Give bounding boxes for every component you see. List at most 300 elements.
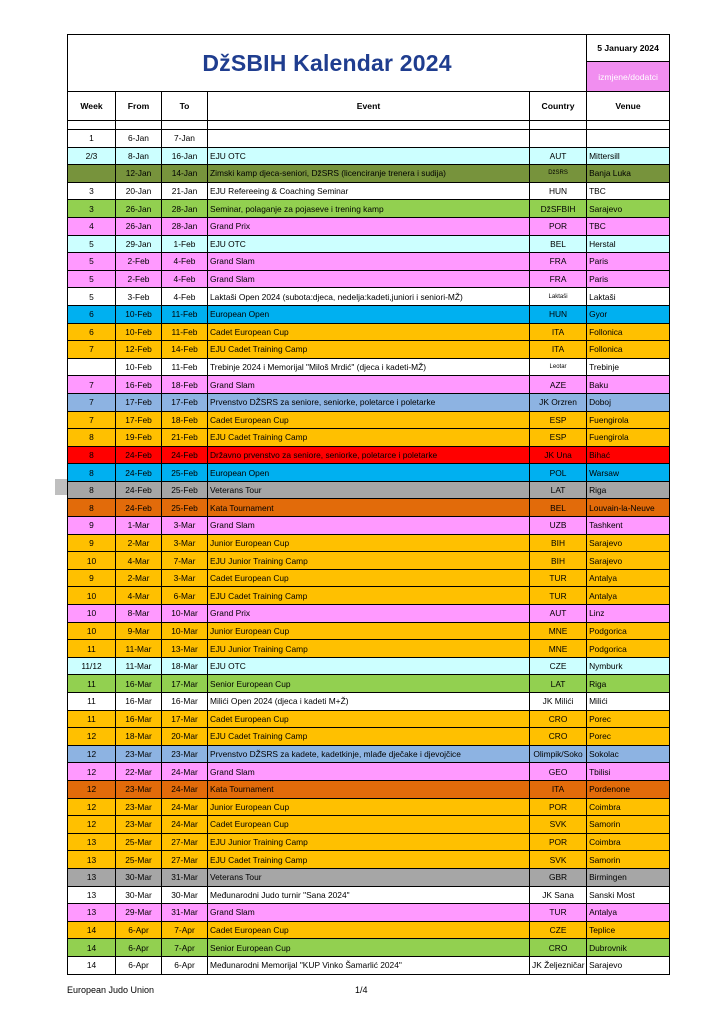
- event-row: [68, 605, 670, 623]
- to-cell: 24-Mar: [162, 763, 208, 781]
- event-cell: Cadet European Cup: [208, 569, 530, 587]
- from-cell: 24-Feb: [116, 446, 162, 464]
- country-cell: ITA: [530, 780, 587, 798]
- country-cell: ITA: [530, 323, 587, 341]
- event-cell: Zimski kamp djeca-seniori, DžSRS (licenciranje trenera i sudija): [208, 165, 530, 183]
- country-cell: MNE: [530, 640, 587, 658]
- venue-cell: Trebinje: [587, 358, 670, 376]
- event-row: [68, 622, 670, 640]
- from-cell: 29-Jan: [116, 235, 162, 253]
- week-cell: 1: [68, 130, 116, 148]
- week-cell: 11: [68, 675, 116, 693]
- from-cell: 23-Mar: [116, 798, 162, 816]
- event-row: [68, 587, 670, 605]
- country-cell: SVK: [530, 816, 587, 834]
- column-header-row: [68, 92, 670, 121]
- country-cell: GEO: [530, 763, 587, 781]
- event-cell: Međunarodni Judo turnir "Sana 2024": [208, 886, 530, 904]
- event-row: [68, 833, 670, 851]
- venue-cell: Sarajevo: [587, 200, 670, 218]
- to-cell: 24-Feb: [162, 446, 208, 464]
- event-row: [68, 745, 670, 763]
- event-row: [68, 446, 670, 464]
- to-cell: 4-Feb: [162, 253, 208, 271]
- week-cell: 11: [68, 640, 116, 658]
- country-cell: GBR: [530, 868, 587, 886]
- event-row: [68, 710, 670, 728]
- venue-cell: Follonica: [587, 323, 670, 341]
- from-cell: 6-Apr: [116, 921, 162, 939]
- venue-cell: Samorin: [587, 816, 670, 834]
- from-cell: 12-Feb: [116, 341, 162, 359]
- event-row: [68, 147, 670, 165]
- to-cell: 31-Mar: [162, 868, 208, 886]
- event-row: [68, 886, 670, 904]
- page-number: 1/4: [355, 985, 368, 995]
- from-cell: 8-Mar: [116, 605, 162, 623]
- from-cell: 8-Jan: [116, 147, 162, 165]
- from-cell: 10-Feb: [116, 358, 162, 376]
- col-from: From: [116, 92, 162, 121]
- event-cell: Grand Slam: [208, 763, 530, 781]
- country-cell: TUR: [530, 587, 587, 605]
- to-cell: 3-Mar: [162, 517, 208, 535]
- event-row: [68, 956, 670, 974]
- country-cell: Laktaši: [530, 288, 587, 306]
- from-cell: 23-Mar: [116, 816, 162, 834]
- week-cell: 4: [68, 217, 116, 235]
- to-cell: 7-Jan: [162, 130, 208, 148]
- event-cell: Prvenstvo DŽSRS za seniore, seniorke, poletarce i poletarke: [208, 393, 530, 411]
- from-cell: 25-Mar: [116, 851, 162, 869]
- week-cell: 7: [68, 376, 116, 394]
- event-cell: Milići Open 2024 (djeca i kadeti M+Ž): [208, 693, 530, 711]
- country-cell: POR: [530, 833, 587, 851]
- week-cell: 14: [68, 939, 116, 957]
- country-cell: JK Orzren: [530, 393, 587, 411]
- to-cell: 18-Mar: [162, 657, 208, 675]
- venue-cell: Podgorica: [587, 640, 670, 658]
- event-row: [68, 217, 670, 235]
- venue-cell: Paris: [587, 270, 670, 288]
- event-row: [68, 569, 670, 587]
- event-cell: [208, 130, 530, 148]
- venue-cell: Fuengirola: [587, 429, 670, 447]
- venue-cell: Bihać: [587, 446, 670, 464]
- from-cell: 6-Apr: [116, 956, 162, 974]
- venue-cell: Baku: [587, 376, 670, 394]
- week-cell: 14: [68, 921, 116, 939]
- event-row: [68, 130, 670, 148]
- event-row: [68, 552, 670, 570]
- event-cell: Grand Slam: [208, 904, 530, 922]
- event-cell: Prvenstvo DŽSRS za kadete, kadetkinje, mlađe dječake i djevojčice: [208, 745, 530, 763]
- country-cell: MNE: [530, 622, 587, 640]
- to-cell: 17-Mar: [162, 675, 208, 693]
- week-cell: 11: [68, 693, 116, 711]
- from-cell: 10-Feb: [116, 323, 162, 341]
- venue-cell: Podgorica: [587, 622, 670, 640]
- to-cell: 18-Feb: [162, 411, 208, 429]
- footer-organization: European Judo Union: [67, 985, 155, 995]
- country-cell: BIH: [530, 552, 587, 570]
- venue-cell: Riga: [587, 675, 670, 693]
- event-cell: EJU Junior Training Camp: [208, 833, 530, 851]
- from-cell: 23-Mar: [116, 745, 162, 763]
- venue-cell: Antalya: [587, 569, 670, 587]
- venue-cell: Porec: [587, 710, 670, 728]
- venue-cell: Louvain-la-Neuve: [587, 499, 670, 517]
- event-row: [68, 165, 670, 183]
- venue-cell: Samorin: [587, 851, 670, 869]
- event-row: [68, 534, 670, 552]
- event-cell: Senior European Cup: [208, 675, 530, 693]
- to-cell: 17-Mar: [162, 710, 208, 728]
- from-cell: 16-Feb: [116, 376, 162, 394]
- to-cell: 21-Jan: [162, 182, 208, 200]
- week-cell: 8: [68, 499, 116, 517]
- event-row: [68, 851, 670, 869]
- to-cell: 25-Feb: [162, 464, 208, 482]
- country-cell: CZE: [530, 657, 587, 675]
- page-title: DžSBIH Kalendar 2024: [68, 35, 587, 92]
- venue-cell: Fuengirola: [587, 411, 670, 429]
- from-cell: 24-Feb: [116, 464, 162, 482]
- event-row: [68, 904, 670, 922]
- from-cell: 19-Feb: [116, 429, 162, 447]
- event-row: [68, 499, 670, 517]
- venue-cell: Pordenone: [587, 780, 670, 798]
- event-cell: Grand Slam: [208, 517, 530, 535]
- to-cell: 4-Feb: [162, 270, 208, 288]
- event-cell: EJU Cadet Training Camp: [208, 851, 530, 869]
- venue-cell: Banja Luka: [587, 165, 670, 183]
- from-cell: 26-Jan: [116, 217, 162, 235]
- event-cell: EJU Cadet Training Camp: [208, 429, 530, 447]
- venue-cell: Birmingen: [587, 868, 670, 886]
- from-cell: 24-Feb: [116, 499, 162, 517]
- event-row: [68, 657, 670, 675]
- venue-cell: Follonica: [587, 341, 670, 359]
- event-row: [68, 358, 670, 376]
- to-cell: 24-Mar: [162, 798, 208, 816]
- event-row: [68, 464, 670, 482]
- venue-cell: Sarajevo: [587, 956, 670, 974]
- week-cell: 3: [68, 200, 116, 218]
- spacer-row: [68, 121, 670, 130]
- to-cell: 1-Feb: [162, 235, 208, 253]
- event-cell: EJU OTC: [208, 235, 530, 253]
- col-week: Week: [68, 92, 116, 121]
- from-cell: 17-Feb: [116, 393, 162, 411]
- event-cell: Grand Slam: [208, 253, 530, 271]
- venue-cell: Paris: [587, 253, 670, 271]
- event-cell: Kata Tournament: [208, 499, 530, 517]
- week-cell: 10: [68, 605, 116, 623]
- event-row: [68, 763, 670, 781]
- event-cell: EJU Junior Training Camp: [208, 552, 530, 570]
- event-row: [68, 235, 670, 253]
- col-country: Country: [530, 92, 587, 121]
- from-cell: 17-Feb: [116, 411, 162, 429]
- country-cell: HUN: [530, 182, 587, 200]
- event-cell: Cadet European Cup: [208, 816, 530, 834]
- from-cell: 18-Mar: [116, 728, 162, 746]
- event-row: [68, 305, 670, 323]
- to-cell: 7-Apr: [162, 921, 208, 939]
- event-cell: EJU Refereeing & Coaching Seminar: [208, 182, 530, 200]
- event-cell: European Open: [208, 464, 530, 482]
- to-cell: 27-Mar: [162, 851, 208, 869]
- event-cell: Veterans Tour: [208, 481, 530, 499]
- from-cell: 6-Jan: [116, 130, 162, 148]
- to-cell: 23-Mar: [162, 745, 208, 763]
- event-cell: EJU OTC: [208, 147, 530, 165]
- event-row: [68, 200, 670, 218]
- to-cell: 14-Jan: [162, 165, 208, 183]
- from-cell: 9-Mar: [116, 622, 162, 640]
- venue-cell: TBC: [587, 217, 670, 235]
- week-cell: 12: [68, 780, 116, 798]
- week-cell: 8: [68, 464, 116, 482]
- venue-cell: Sokolac: [587, 745, 670, 763]
- country-cell: FRA: [530, 253, 587, 271]
- week-cell: 12: [68, 798, 116, 816]
- week-cell: 6: [68, 323, 116, 341]
- from-cell: 1-Mar: [116, 517, 162, 535]
- event-cell: Cadet European Cup: [208, 411, 530, 429]
- to-cell: 31-Mar: [162, 904, 208, 922]
- from-cell: 16-Mar: [116, 693, 162, 711]
- country-cell: UZB: [530, 517, 587, 535]
- week-cell: 13: [68, 886, 116, 904]
- to-cell: 25-Feb: [162, 481, 208, 499]
- from-cell: 4-Mar: [116, 587, 162, 605]
- event-row: [68, 323, 670, 341]
- to-cell: 10-Mar: [162, 605, 208, 623]
- event-cell: EJU Cadet Training Camp: [208, 587, 530, 605]
- country-cell: LAT: [530, 481, 587, 499]
- country-cell: JK Željezničar: [530, 956, 587, 974]
- venue-cell: Mittersill: [587, 147, 670, 165]
- country-cell: TUR: [530, 569, 587, 587]
- event-row: [68, 780, 670, 798]
- event-cell: Cadet European Cup: [208, 710, 530, 728]
- from-cell: 30-Mar: [116, 868, 162, 886]
- week-cell: 2/3: [68, 147, 116, 165]
- from-cell: 11-Mar: [116, 640, 162, 658]
- to-cell: 30-Mar: [162, 886, 208, 904]
- to-cell: 16-Mar: [162, 693, 208, 711]
- venue-cell: Coimbra: [587, 798, 670, 816]
- event-row: [68, 288, 670, 306]
- country-cell: CZE: [530, 921, 587, 939]
- country-cell: CRO: [530, 710, 587, 728]
- week-cell: 12: [68, 763, 116, 781]
- to-cell: 11-Feb: [162, 358, 208, 376]
- col-event: Event: [208, 92, 530, 121]
- changes-note: izmjene/dodatci: [587, 62, 670, 92]
- to-cell: 27-Mar: [162, 833, 208, 851]
- event-cell: EJU Cadet Training Camp: [208, 728, 530, 746]
- week-cell: 9: [68, 569, 116, 587]
- col-to: To: [162, 92, 208, 121]
- country-cell: ITA: [530, 341, 587, 359]
- date-label: 5 January 2024: [587, 35, 670, 62]
- week-cell: 8: [68, 481, 116, 499]
- to-cell: 16-Jan: [162, 147, 208, 165]
- to-cell: 17-Feb: [162, 393, 208, 411]
- row-marker: [55, 479, 67, 495]
- event-row: [68, 429, 670, 447]
- event-row: [68, 798, 670, 816]
- event-cell: Junior European Cup: [208, 622, 530, 640]
- from-cell: 11-Mar: [116, 657, 162, 675]
- country-cell: TUR: [530, 904, 587, 922]
- country-cell: BIH: [530, 534, 587, 552]
- week-cell: 9: [68, 517, 116, 535]
- to-cell: 28-Jan: [162, 200, 208, 218]
- country-cell: CRO: [530, 728, 587, 746]
- to-cell: 4-Feb: [162, 288, 208, 306]
- from-cell: 4-Mar: [116, 552, 162, 570]
- from-cell: 10-Feb: [116, 305, 162, 323]
- week-cell: 8: [68, 446, 116, 464]
- venue-cell: Teplice: [587, 921, 670, 939]
- venue-cell: Antalya: [587, 587, 670, 605]
- to-cell: 25-Feb: [162, 499, 208, 517]
- country-cell: JK Sana: [530, 886, 587, 904]
- from-cell: 6-Apr: [116, 939, 162, 957]
- week-cell: 10: [68, 552, 116, 570]
- venue-cell: Nymburk: [587, 657, 670, 675]
- to-cell: 7-Mar: [162, 552, 208, 570]
- event-row: [68, 253, 670, 271]
- venue-cell: Tashkent: [587, 517, 670, 535]
- week-cell: 13: [68, 851, 116, 869]
- from-cell: 20-Jan: [116, 182, 162, 200]
- from-cell: 25-Mar: [116, 833, 162, 851]
- venue-cell: Warsaw: [587, 464, 670, 482]
- to-cell: 20-Mar: [162, 728, 208, 746]
- week-cell: 12: [68, 728, 116, 746]
- country-cell: HUN: [530, 305, 587, 323]
- event-cell: Laktaši Open 2024 (subota:djeca, nedelja:kadeti,juniori i seniori-MŽ): [208, 288, 530, 306]
- week-cell: 12: [68, 745, 116, 763]
- event-cell: Junior European Cup: [208, 534, 530, 552]
- venue-cell: Gyor: [587, 305, 670, 323]
- to-cell: 24-Mar: [162, 780, 208, 798]
- event-row: [68, 517, 670, 535]
- from-cell: 16-Mar: [116, 710, 162, 728]
- from-cell: 22-Mar: [116, 763, 162, 781]
- from-cell: 3-Feb: [116, 288, 162, 306]
- week-cell: 8: [68, 429, 116, 447]
- country-cell: DžSRS: [530, 165, 587, 183]
- country-cell: AUT: [530, 605, 587, 623]
- to-cell: 28-Jan: [162, 217, 208, 235]
- from-cell: 29-Mar: [116, 904, 162, 922]
- venue-cell: Laktaši: [587, 288, 670, 306]
- week-cell: 13: [68, 833, 116, 851]
- event-row: [68, 939, 670, 957]
- event-row: [68, 728, 670, 746]
- country-cell: FRA: [530, 270, 587, 288]
- venue-cell: Sarajevo: [587, 552, 670, 570]
- country-cell: BEL: [530, 499, 587, 517]
- from-cell: 2-Feb: [116, 253, 162, 271]
- from-cell: 12-Jan: [116, 165, 162, 183]
- event-cell: Trebinje 2024 i Memorijal "Miloš Mrdić" (djeca i kadeti-MŽ): [208, 358, 530, 376]
- country-cell: POR: [530, 798, 587, 816]
- venue-cell: Riga: [587, 481, 670, 499]
- from-cell: 2-Mar: [116, 534, 162, 552]
- country-cell: DžSFBIH: [530, 200, 587, 218]
- event-row: [68, 675, 670, 693]
- event-row: [68, 270, 670, 288]
- to-cell: 21-Feb: [162, 429, 208, 447]
- event-row: [68, 182, 670, 200]
- week-cell: 9: [68, 534, 116, 552]
- venue-cell: Sanski Most: [587, 886, 670, 904]
- venue-cell: Porec: [587, 728, 670, 746]
- event-cell: Grand Prix: [208, 217, 530, 235]
- country-cell: [530, 130, 587, 148]
- event-cell: Kata Tournament: [208, 780, 530, 798]
- week-cell: [68, 165, 116, 183]
- to-cell: 6-Mar: [162, 587, 208, 605]
- country-cell: AZE: [530, 376, 587, 394]
- week-cell: 7: [68, 411, 116, 429]
- venue-cell: Antalya: [587, 904, 670, 922]
- from-cell: 24-Feb: [116, 481, 162, 499]
- from-cell: 2-Feb: [116, 270, 162, 288]
- event-cell: Veterans Tour: [208, 868, 530, 886]
- week-cell: 10: [68, 622, 116, 640]
- venue-cell: Tbilisi: [587, 763, 670, 781]
- event-cell: EJU Cadet Training Camp: [208, 341, 530, 359]
- calendar-table: [67, 34, 670, 975]
- venue-cell: Dubrovnik: [587, 939, 670, 957]
- from-cell: 30-Mar: [116, 886, 162, 904]
- week-cell: 5: [68, 288, 116, 306]
- week-cell: 7: [68, 341, 116, 359]
- event-cell: Cadet European Cup: [208, 921, 530, 939]
- country-cell: Leotar: [530, 358, 587, 376]
- to-cell: 14-Feb: [162, 341, 208, 359]
- event-cell: Grand Slam: [208, 376, 530, 394]
- venue-cell: Doboj: [587, 393, 670, 411]
- country-cell: JK Una: [530, 446, 587, 464]
- week-cell: 14: [68, 956, 116, 974]
- event-row: [68, 376, 670, 394]
- event-row: [68, 868, 670, 886]
- venue-cell: Coimbra: [587, 833, 670, 851]
- week-cell: 13: [68, 868, 116, 886]
- to-cell: 13-Mar: [162, 640, 208, 658]
- col-venue: Venue: [587, 92, 670, 121]
- to-cell: 7-Apr: [162, 939, 208, 957]
- to-cell: 18-Feb: [162, 376, 208, 394]
- venue-cell: TBC: [587, 182, 670, 200]
- venue-cell: [587, 130, 670, 148]
- venue-cell: Sarajevo: [587, 534, 670, 552]
- event-row: [68, 393, 670, 411]
- event-cell: Državno prvenstvo za seniore, seniorke, poletarce i poletarke: [208, 446, 530, 464]
- country-cell: POL: [530, 464, 587, 482]
- event-cell: European Open: [208, 305, 530, 323]
- event-cell: Junior European Cup: [208, 798, 530, 816]
